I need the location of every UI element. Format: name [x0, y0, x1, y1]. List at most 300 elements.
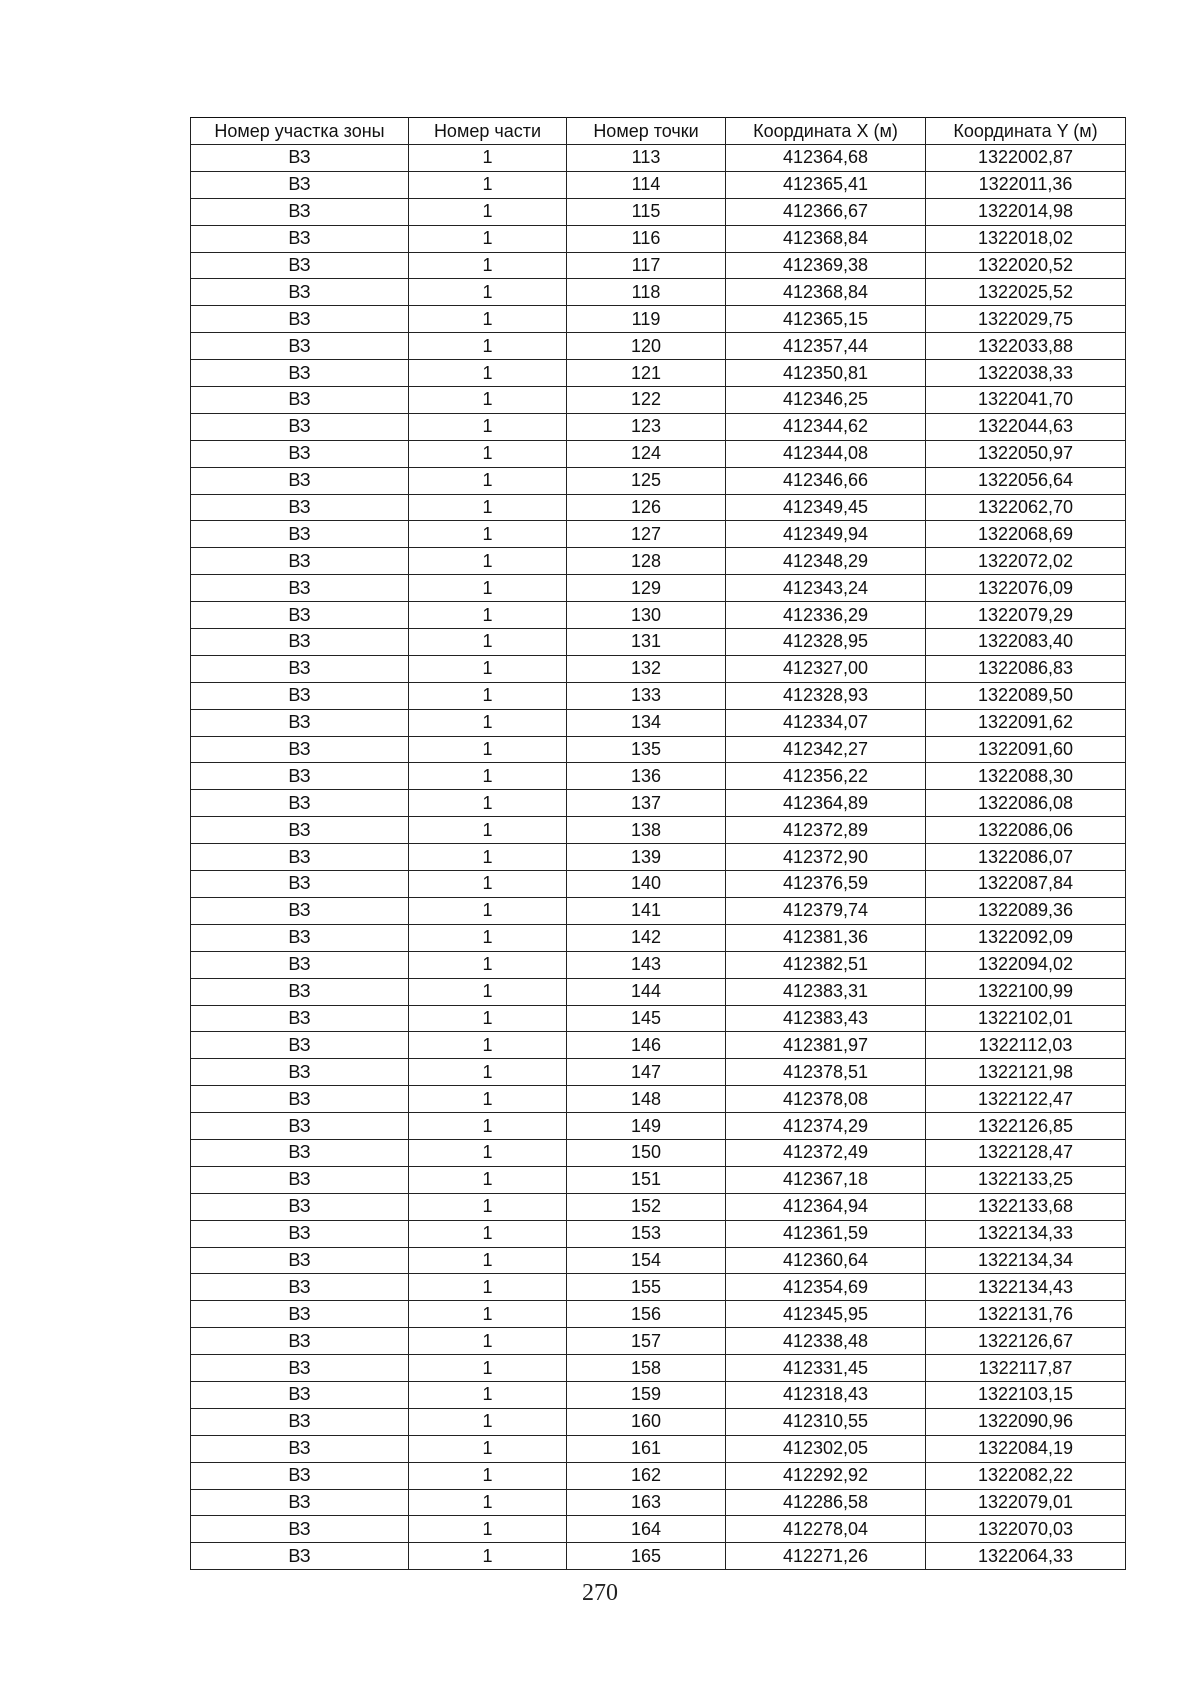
cell-zone-section: ВЗ: [191, 548, 409, 575]
cell-zone-section: ВЗ: [191, 736, 409, 763]
cell-part-number: 1: [409, 1462, 567, 1489]
cell-point-number: 129: [567, 575, 726, 602]
cell-part-number: 1: [409, 1059, 567, 1086]
cell-zone-section: ВЗ: [191, 1543, 409, 1570]
cell-coordinate-y: 1322122,47: [926, 1086, 1126, 1113]
table-row: [191, 1381, 1126, 1408]
cell-coordinate-x: 412349,94: [726, 521, 926, 548]
cell-coordinate-x: 412365,41: [726, 171, 926, 198]
cell-zone-section: ВЗ: [191, 575, 409, 602]
cell-coordinate-y: 1322025,52: [926, 279, 1126, 306]
cell-point-number: 117: [567, 252, 726, 279]
table-row: [191, 1301, 1126, 1328]
table-row: [191, 1005, 1126, 1032]
cell-coordinate-y: 1322014,98: [926, 198, 1126, 225]
cell-coordinate-x: 412349,45: [726, 494, 926, 521]
cell-point-number: 147: [567, 1059, 726, 1086]
cell-part-number: 1: [409, 1139, 567, 1166]
cell-point-number: 138: [567, 817, 726, 844]
header-row: [191, 118, 1126, 145]
cell-coordinate-x: 412292,92: [726, 1462, 926, 1489]
cell-part-number: 1: [409, 736, 567, 763]
cell-coordinate-y: 1322029,75: [926, 306, 1126, 333]
cell-coordinate-y: 1322076,09: [926, 575, 1126, 602]
cell-point-number: 162: [567, 1462, 726, 1489]
cell-coordinate-x: 412372,90: [726, 844, 926, 871]
cell-zone-section: ВЗ: [191, 682, 409, 709]
cell-coordinate-y: 1322133,25: [926, 1166, 1126, 1193]
cell-part-number: 1: [409, 171, 567, 198]
cell-coordinate-x: 412343,24: [726, 575, 926, 602]
cell-zone-section: ВЗ: [191, 1193, 409, 1220]
cell-coordinate-y: 1322089,36: [926, 897, 1126, 924]
cell-coordinate-x: 412345,95: [726, 1301, 926, 1328]
table-row: [191, 1193, 1126, 1220]
cell-point-number: 139: [567, 844, 726, 871]
cell-part-number: 1: [409, 1516, 567, 1543]
cell-coordinate-y: 1322121,98: [926, 1059, 1126, 1086]
cell-part-number: 1: [409, 602, 567, 629]
cell-coordinate-y: 1322056,64: [926, 467, 1126, 494]
cell-zone-section: ВЗ: [191, 897, 409, 924]
cell-coordinate-x: 412302,05: [726, 1435, 926, 1462]
cell-part-number: 1: [409, 1086, 567, 1113]
cell-zone-section: ВЗ: [191, 978, 409, 1005]
table-row: [191, 494, 1126, 521]
cell-coordinate-x: 412378,08: [726, 1086, 926, 1113]
cell-part-number: 1: [409, 817, 567, 844]
cell-point-number: 158: [567, 1355, 726, 1382]
cell-point-number: 149: [567, 1113, 726, 1140]
cell-coordinate-y: 1322018,02: [926, 225, 1126, 252]
table-row: [191, 548, 1126, 575]
cell-zone-section: ВЗ: [191, 629, 409, 656]
header-part-number: Номер части: [409, 118, 567, 145]
cell-coordinate-x: 412379,74: [726, 897, 926, 924]
table-row: [191, 1032, 1126, 1059]
cell-coordinate-x: 412381,97: [726, 1032, 926, 1059]
cell-coordinate-x: 412286,58: [726, 1489, 926, 1516]
cell-part-number: 1: [409, 333, 567, 360]
cell-point-number: 144: [567, 978, 726, 1005]
cell-coordinate-y: 1322062,70: [926, 494, 1126, 521]
table-row: [191, 844, 1126, 871]
cell-part-number: 1: [409, 1408, 567, 1435]
table-header: [191, 118, 1126, 145]
cell-coordinate-x: 412338,48: [726, 1328, 926, 1355]
cell-coordinate-y: 1322002,87: [926, 145, 1126, 172]
cell-point-number: 156: [567, 1301, 726, 1328]
cell-coordinate-y: 1322133,68: [926, 1193, 1126, 1220]
cell-part-number: 1: [409, 1435, 567, 1462]
cell-part-number: 1: [409, 1274, 567, 1301]
cell-point-number: 154: [567, 1247, 726, 1274]
cell-coordinate-x: 412344,08: [726, 440, 926, 467]
cell-zone-section: ВЗ: [191, 924, 409, 951]
cell-zone-section: ВЗ: [191, 1462, 409, 1489]
table-row: [191, 790, 1126, 817]
cell-part-number: 1: [409, 198, 567, 225]
cell-part-number: 1: [409, 1113, 567, 1140]
cell-zone-section: ВЗ: [191, 1381, 409, 1408]
cell-zone-section: ВЗ: [191, 602, 409, 629]
cell-coordinate-x: 412383,43: [726, 1005, 926, 1032]
cell-zone-section: ВЗ: [191, 413, 409, 440]
cell-zone-section: ВЗ: [191, 171, 409, 198]
table-row: [191, 602, 1126, 629]
cell-coordinate-y: 1322020,52: [926, 252, 1126, 279]
table-row: [191, 1462, 1126, 1489]
cell-coordinate-x: 412310,55: [726, 1408, 926, 1435]
cell-part-number: 1: [409, 306, 567, 333]
table-row: [191, 1355, 1126, 1382]
cell-coordinate-x: 412357,44: [726, 333, 926, 360]
cell-coordinate-x: 412364,94: [726, 1193, 926, 1220]
cell-coordinate-x: 412364,89: [726, 790, 926, 817]
table-row: [191, 387, 1126, 414]
table-row: [191, 279, 1126, 306]
cell-coordinate-y: 1322086,06: [926, 817, 1126, 844]
cell-coordinate-y: 1322033,88: [926, 333, 1126, 360]
cell-coordinate-y: 1322094,02: [926, 951, 1126, 978]
cell-part-number: 1: [409, 467, 567, 494]
cell-coordinate-y: 1322064,33: [926, 1543, 1126, 1570]
cell-zone-section: ВЗ: [191, 951, 409, 978]
cell-part-number: 1: [409, 790, 567, 817]
cell-coordinate-y: 1322088,30: [926, 763, 1126, 790]
cell-zone-section: ВЗ: [191, 790, 409, 817]
table-row: [191, 440, 1126, 467]
cell-part-number: 1: [409, 1005, 567, 1032]
cell-zone-section: ВЗ: [191, 1247, 409, 1274]
cell-zone-section: ВЗ: [191, 844, 409, 871]
cell-coordinate-x: 412376,59: [726, 871, 926, 898]
cell-point-number: 152: [567, 1193, 726, 1220]
cell-coordinate-y: 1322086,08: [926, 790, 1126, 817]
cell-zone-section: ВЗ: [191, 1274, 409, 1301]
coordinates-table: [190, 117, 1126, 1570]
cell-point-number: 125: [567, 467, 726, 494]
cell-zone-section: ВЗ: [191, 440, 409, 467]
cell-point-number: 123: [567, 413, 726, 440]
cell-coordinate-y: 1322079,01: [926, 1489, 1126, 1516]
table-row: [191, 1166, 1126, 1193]
cell-part-number: 1: [409, 1032, 567, 1059]
cell-point-number: 121: [567, 360, 726, 387]
cell-coordinate-y: 1322086,83: [926, 655, 1126, 682]
cell-point-number: 118: [567, 279, 726, 306]
cell-zone-section: ВЗ: [191, 360, 409, 387]
cell-part-number: 1: [409, 1220, 567, 1247]
cell-zone-section: ВЗ: [191, 1328, 409, 1355]
cell-part-number: 1: [409, 1355, 567, 1382]
cell-part-number: 1: [409, 413, 567, 440]
cell-part-number: 1: [409, 951, 567, 978]
table-row: [191, 817, 1126, 844]
cell-coordinate-y: 1322038,33: [926, 360, 1126, 387]
table-row: [191, 871, 1126, 898]
cell-point-number: 120: [567, 333, 726, 360]
table-row: [191, 198, 1126, 225]
table-row: [191, 252, 1126, 279]
cell-coordinate-x: 412378,51: [726, 1059, 926, 1086]
cell-part-number: 1: [409, 871, 567, 898]
table-row: [191, 1435, 1126, 1462]
cell-coordinate-y: 1322091,60: [926, 736, 1126, 763]
table-row: [191, 1543, 1126, 1570]
cell-zone-section: ВЗ: [191, 145, 409, 172]
cell-part-number: 1: [409, 548, 567, 575]
cell-part-number: 1: [409, 897, 567, 924]
cell-coordinate-x: 412342,27: [726, 736, 926, 763]
table-row: [191, 1086, 1126, 1113]
cell-coordinate-x: 412382,51: [726, 951, 926, 978]
header-coordinate-y: Координата Y (м): [926, 118, 1126, 145]
cell-coordinate-y: 1322044,63: [926, 413, 1126, 440]
cell-coordinate-x: 412374,29: [726, 1113, 926, 1140]
cell-point-number: 145: [567, 1005, 726, 1032]
cell-zone-section: ВЗ: [191, 1059, 409, 1086]
table-row: [191, 171, 1126, 198]
cell-coordinate-x: 412328,95: [726, 629, 926, 656]
cell-coordinate-y: 1322126,85: [926, 1113, 1126, 1140]
cell-zone-section: ВЗ: [191, 655, 409, 682]
table-row: [191, 1247, 1126, 1274]
cell-part-number: 1: [409, 252, 567, 279]
cell-zone-section: ВЗ: [191, 387, 409, 414]
cell-point-number: 115: [567, 198, 726, 225]
cell-zone-section: ВЗ: [191, 817, 409, 844]
cell-coordinate-y: 1322090,96: [926, 1408, 1126, 1435]
cell-coordinate-x: 412350,81: [726, 360, 926, 387]
cell-point-number: 151: [567, 1166, 726, 1193]
cell-coordinate-x: 412356,22: [726, 763, 926, 790]
cell-point-number: 130: [567, 602, 726, 629]
cell-coordinate-y: 1322128,47: [926, 1139, 1126, 1166]
cell-point-number: 126: [567, 494, 726, 521]
cell-part-number: 1: [409, 1247, 567, 1274]
cell-part-number: 1: [409, 709, 567, 736]
table-row: [191, 1113, 1126, 1140]
cell-coordinate-x: 412360,64: [726, 1247, 926, 1274]
cell-zone-section: ВЗ: [191, 1139, 409, 1166]
cell-point-number: 135: [567, 736, 726, 763]
table-row: [191, 1274, 1126, 1301]
table-row: [191, 1489, 1126, 1516]
cell-coordinate-x: 412369,38: [726, 252, 926, 279]
cell-point-number: 133: [567, 682, 726, 709]
table-row: [191, 736, 1126, 763]
cell-coordinate-x: 412344,62: [726, 413, 926, 440]
cell-zone-section: ВЗ: [191, 1408, 409, 1435]
cell-zone-section: ВЗ: [191, 1166, 409, 1193]
cell-coordinate-y: 1322087,84: [926, 871, 1126, 898]
table-row: [191, 924, 1126, 951]
header-point-number: Номер точки: [567, 118, 726, 145]
cell-point-number: 148: [567, 1086, 726, 1113]
table-row: [191, 1139, 1126, 1166]
header-coordinate-x: Координата X (м): [726, 118, 926, 145]
cell-point-number: 132: [567, 655, 726, 682]
table-row: [191, 682, 1126, 709]
cell-part-number: 1: [409, 1543, 567, 1570]
table-row: [191, 360, 1126, 387]
cell-point-number: 128: [567, 548, 726, 575]
cell-zone-section: ВЗ: [191, 1113, 409, 1140]
cell-part-number: 1: [409, 1193, 567, 1220]
cell-point-number: 131: [567, 629, 726, 656]
cell-part-number: 1: [409, 387, 567, 414]
cell-point-number: 153: [567, 1220, 726, 1247]
cell-coordinate-x: 412372,49: [726, 1139, 926, 1166]
table-row: [191, 978, 1126, 1005]
cell-zone-section: ВЗ: [191, 1301, 409, 1328]
cell-coordinate-y: 1322126,67: [926, 1328, 1126, 1355]
cell-zone-section: ВЗ: [191, 1086, 409, 1113]
table-row: [191, 655, 1126, 682]
cell-point-number: 140: [567, 871, 726, 898]
cell-coordinate-y: 1322011,36: [926, 171, 1126, 198]
cell-coordinate-x: 412328,93: [726, 682, 926, 709]
cell-zone-section: ВЗ: [191, 494, 409, 521]
cell-zone-section: ВЗ: [191, 333, 409, 360]
table-row: [191, 575, 1126, 602]
cell-part-number: 1: [409, 978, 567, 1005]
page-number: 270: [582, 1580, 618, 1606]
cell-point-number: 165: [567, 1543, 726, 1570]
cell-point-number: 163: [567, 1489, 726, 1516]
cell-zone-section: ВЗ: [191, 467, 409, 494]
cell-part-number: 1: [409, 1489, 567, 1516]
table-row: [191, 1516, 1126, 1543]
cell-coordinate-x: 412271,26: [726, 1543, 926, 1570]
cell-coordinate-x: 412348,29: [726, 548, 926, 575]
cell-part-number: 1: [409, 360, 567, 387]
cell-coordinate-x: 412346,25: [726, 387, 926, 414]
cell-part-number: 1: [409, 682, 567, 709]
cell-coordinate-x: 412331,45: [726, 1355, 926, 1382]
cell-coordinate-x: 412361,59: [726, 1220, 926, 1247]
cell-coordinate-x: 412365,15: [726, 306, 926, 333]
table-row: [191, 1220, 1126, 1247]
table-body: [191, 145, 1126, 1570]
table-row: [191, 1328, 1126, 1355]
cell-coordinate-y: 1322112,03: [926, 1032, 1126, 1059]
cell-point-number: 113: [567, 145, 726, 172]
cell-point-number: 141: [567, 897, 726, 924]
header-zone-section: Номер участка зоны: [191, 118, 409, 145]
cell-coordinate-y: 1322102,01: [926, 1005, 1126, 1032]
cell-coordinate-y: 1322134,43: [926, 1274, 1126, 1301]
cell-point-number: 157: [567, 1328, 726, 1355]
cell-point-number: 114: [567, 171, 726, 198]
cell-coordinate-x: 412367,18: [726, 1166, 926, 1193]
cell-zone-section: ВЗ: [191, 521, 409, 548]
cell-coordinate-y: 1322091,62: [926, 709, 1126, 736]
cell-coordinate-x: 412372,89: [726, 817, 926, 844]
cell-part-number: 1: [409, 494, 567, 521]
table-row: [191, 306, 1126, 333]
cell-zone-section: ВЗ: [191, 709, 409, 736]
cell-point-number: 137: [567, 790, 726, 817]
cell-point-number: 155: [567, 1274, 726, 1301]
cell-point-number: 143: [567, 951, 726, 978]
table-row: [191, 1408, 1126, 1435]
cell-part-number: 1: [409, 655, 567, 682]
cell-coordinate-y: 1322100,99: [926, 978, 1126, 1005]
table-row: [191, 709, 1126, 736]
cell-coordinate-x: 412318,43: [726, 1381, 926, 1408]
cell-coordinate-x: 412336,29: [726, 602, 926, 629]
cell-part-number: 1: [409, 629, 567, 656]
cell-part-number: 1: [409, 763, 567, 790]
cell-coordinate-y: 1322079,29: [926, 602, 1126, 629]
table-row: [191, 1059, 1126, 1086]
cell-coordinate-y: 1322103,15: [926, 1381, 1126, 1408]
cell-zone-section: ВЗ: [191, 198, 409, 225]
cell-point-number: 122: [567, 387, 726, 414]
cell-point-number: 164: [567, 1516, 726, 1543]
cell-zone-section: ВЗ: [191, 1355, 409, 1382]
cell-coordinate-x: 412327,00: [726, 655, 926, 682]
cell-point-number: 134: [567, 709, 726, 736]
cell-coordinate-y: 1322082,22: [926, 1462, 1126, 1489]
cell-coordinate-x: 412334,07: [726, 709, 926, 736]
cell-zone-section: ВЗ: [191, 252, 409, 279]
cell-point-number: 146: [567, 1032, 726, 1059]
cell-part-number: 1: [409, 844, 567, 871]
cell-coordinate-y: 1322092,09: [926, 924, 1126, 951]
cell-coordinate-y: 1322072,02: [926, 548, 1126, 575]
cell-part-number: 1: [409, 225, 567, 252]
table-row: [191, 629, 1126, 656]
cell-part-number: 1: [409, 1381, 567, 1408]
cell-coordinate-y: 1322089,50: [926, 682, 1126, 709]
cell-point-number: 127: [567, 521, 726, 548]
cell-coordinate-y: 1322050,97: [926, 440, 1126, 467]
cell-coordinate-x: 412368,84: [726, 225, 926, 252]
table-row: [191, 521, 1126, 548]
cell-coordinate-x: 412278,04: [726, 1516, 926, 1543]
cell-coordinate-y: 1322068,69: [926, 521, 1126, 548]
cell-zone-section: ВЗ: [191, 871, 409, 898]
table-row: [191, 763, 1126, 790]
table-row: [191, 225, 1126, 252]
cell-point-number: 124: [567, 440, 726, 467]
table-row: [191, 467, 1126, 494]
cell-point-number: 161: [567, 1435, 726, 1462]
table-row: [191, 897, 1126, 924]
cell-point-number: 116: [567, 225, 726, 252]
cell-coordinate-y: 1322083,40: [926, 629, 1126, 656]
cell-coordinate-x: 412368,84: [726, 279, 926, 306]
cell-coordinate-x: 412364,68: [726, 145, 926, 172]
cell-coordinate-y: 1322086,07: [926, 844, 1126, 871]
cell-part-number: 1: [409, 1301, 567, 1328]
cell-coordinate-x: 412366,67: [726, 198, 926, 225]
cell-part-number: 1: [409, 575, 567, 602]
cell-part-number: 1: [409, 1328, 567, 1355]
cell-coordinate-y: 1322117,87: [926, 1355, 1126, 1382]
cell-part-number: 1: [409, 279, 567, 306]
cell-coordinate-y: 1322131,76: [926, 1301, 1126, 1328]
cell-zone-section: ВЗ: [191, 763, 409, 790]
cell-part-number: 1: [409, 145, 567, 172]
table-row: [191, 333, 1126, 360]
cell-zone-section: ВЗ: [191, 1005, 409, 1032]
cell-zone-section: ВЗ: [191, 1435, 409, 1462]
cell-point-number: 142: [567, 924, 726, 951]
